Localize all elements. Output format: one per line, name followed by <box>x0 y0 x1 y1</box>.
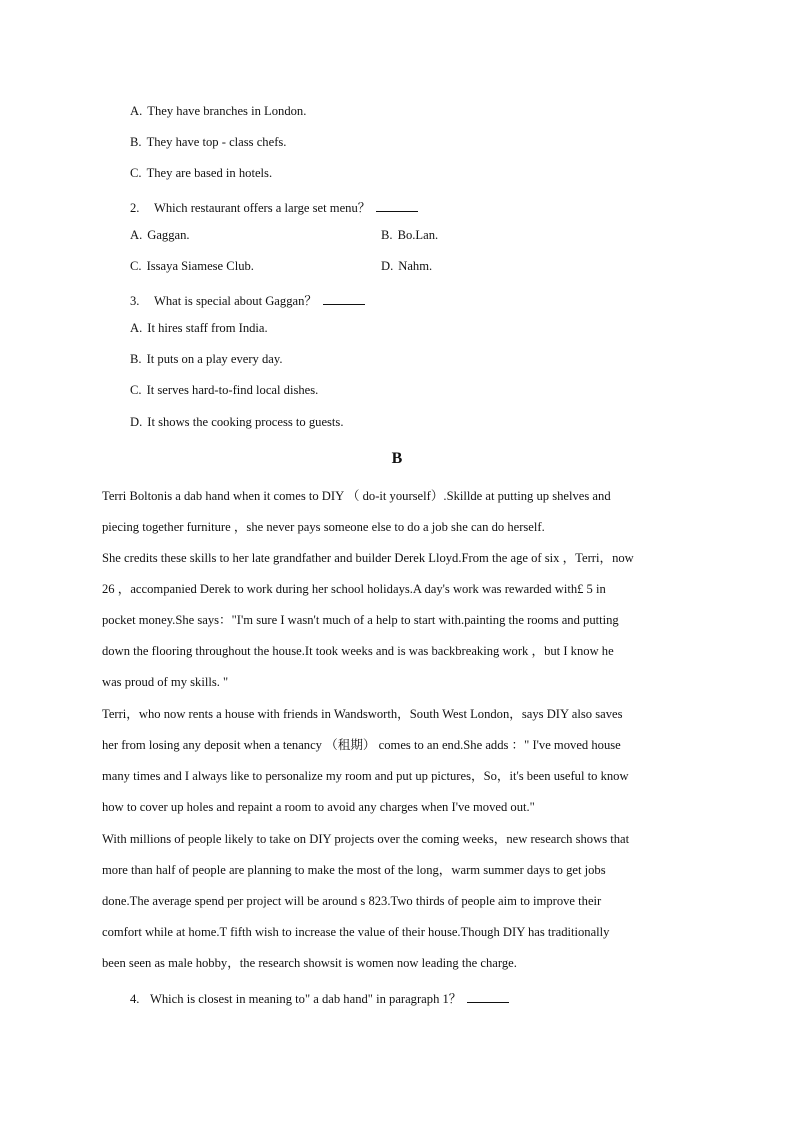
passage-line: how to cover up holes and repaint a room to avoid any charges when I've moved out." <box>102 800 535 814</box>
question-4 <box>130 988 509 1007</box>
passage-paragraph-4 <box>102 824 702 979</box>
option-text: They are based in hotels. <box>146 166 273 180</box>
q1-option-a <box>130 104 306 119</box>
option-text: Issaya Siamese Club. <box>146 259 254 273</box>
passage-line: 26 ，accompanied Derek to work during her school holidays.A day's work was rewarded with£ 5 in <box>102 582 606 596</box>
option-text: It serves hard-to-find local dishes. <box>146 383 319 397</box>
option-text: It puts on a play every day. <box>146 352 283 366</box>
q2-option-c <box>130 259 254 274</box>
option-letter: B. <box>130 135 142 149</box>
option-letter: C. <box>130 383 142 397</box>
question-number: 2. <box>130 201 140 215</box>
option-letter: C. <box>130 259 142 273</box>
question-number: 3. <box>130 294 140 308</box>
passage-line: With millions of people likely to take on DIY projects over the coming weeks，new research shows that <box>102 832 630 846</box>
q2-option-d <box>381 259 432 274</box>
question-text: What is special about Gaggan？ <box>154 294 317 308</box>
passage-line: piecing together furniture ，she never pays someone else to do a job she can do herself. <box>102 520 545 534</box>
option-letter: B. <box>130 352 142 366</box>
option-letter: C. <box>130 166 142 180</box>
option-text: Nahm. <box>398 259 433 273</box>
passage-line: been seen as male hobby，the research showsit is women now leading the charge. <box>102 956 517 970</box>
option-text: Gaggan. <box>147 228 190 242</box>
q2-option-b <box>381 228 438 243</box>
option-text: It shows the cooking process to guests. <box>147 415 344 429</box>
passage-paragraph-2 <box>102 543 702 698</box>
q1-option-c <box>130 166 272 181</box>
question-number: 4. <box>130 992 140 1006</box>
q3-option-a <box>130 321 268 336</box>
passage-line: She credits these skills to her late grandfather and builder Derek Lloyd.From the age of six ，Terri，now <box>102 551 634 565</box>
option-text: Bo.Lan. <box>397 228 439 242</box>
option-letter: A. <box>130 228 143 242</box>
section-heading: B <box>391 450 403 467</box>
option-text: They have top - class chefs. <box>146 135 287 149</box>
q3-option-c <box>130 383 318 398</box>
option-letter: D. <box>130 415 143 429</box>
question-2 <box>130 197 418 216</box>
passage-line: many times and I always like to personalize my room and put up pictures，So，it's been useful to know <box>102 769 629 783</box>
option-letter: D. <box>381 259 394 273</box>
q3-option-d <box>130 415 343 430</box>
passage-line: done.The average spend per project will be around s 823.Two thirds of people aim to improve their <box>102 894 602 908</box>
answer-blank[interactable] <box>376 201 418 212</box>
question-text: Which is closest in meaning to" a dab hand" in paragraph 1？ <box>150 992 462 1006</box>
passage-line: more than half of people are planning to make the most of the long，warm summer days to get jobs <box>102 863 606 877</box>
passage-line: down the flooring throughout the house.It took weeks and is was backbreaking work ，but I know he <box>102 644 614 658</box>
q1-option-b <box>130 135 286 150</box>
question-text: Which restaurant offers a large set menu？ <box>154 201 371 215</box>
answer-blank[interactable] <box>323 294 365 305</box>
question-3 <box>130 290 365 309</box>
passage-line: was proud of my skills. " <box>102 675 229 689</box>
passage-line: Terri Boltonis a dab hand when it comes to DIY （ do-it yourself）.Skillde at putting up shelves and <box>102 489 611 503</box>
option-text: They have branches in London. <box>147 104 307 118</box>
passage-line: her from losing any deposit when a tenancy （租期） comes to an end.She adds ：" I've moved house <box>102 738 621 752</box>
q2-option-a <box>130 228 190 243</box>
option-letter: A. <box>130 104 143 118</box>
passage-line: Terri，who now rents a house with friends in Wandsworth，South West London，says DIY also saves <box>102 707 623 721</box>
passage-paragraph-1 <box>102 481 702 543</box>
passage-line: pocket money.She says："I'm sure I wasn't much of a help to start with.painting the rooms and putting <box>102 613 619 627</box>
option-letter: B. <box>381 228 393 242</box>
option-text: It hires staff from India. <box>147 321 268 335</box>
passage-paragraph-3 <box>102 699 702 823</box>
q3-option-b <box>130 352 283 367</box>
passage-line: comfort while at home.T fifth wish to increase the value of their house.Though DIY has traditionally <box>102 925 610 939</box>
answer-blank[interactable] <box>467 992 509 1003</box>
option-letter: A. <box>130 321 143 335</box>
